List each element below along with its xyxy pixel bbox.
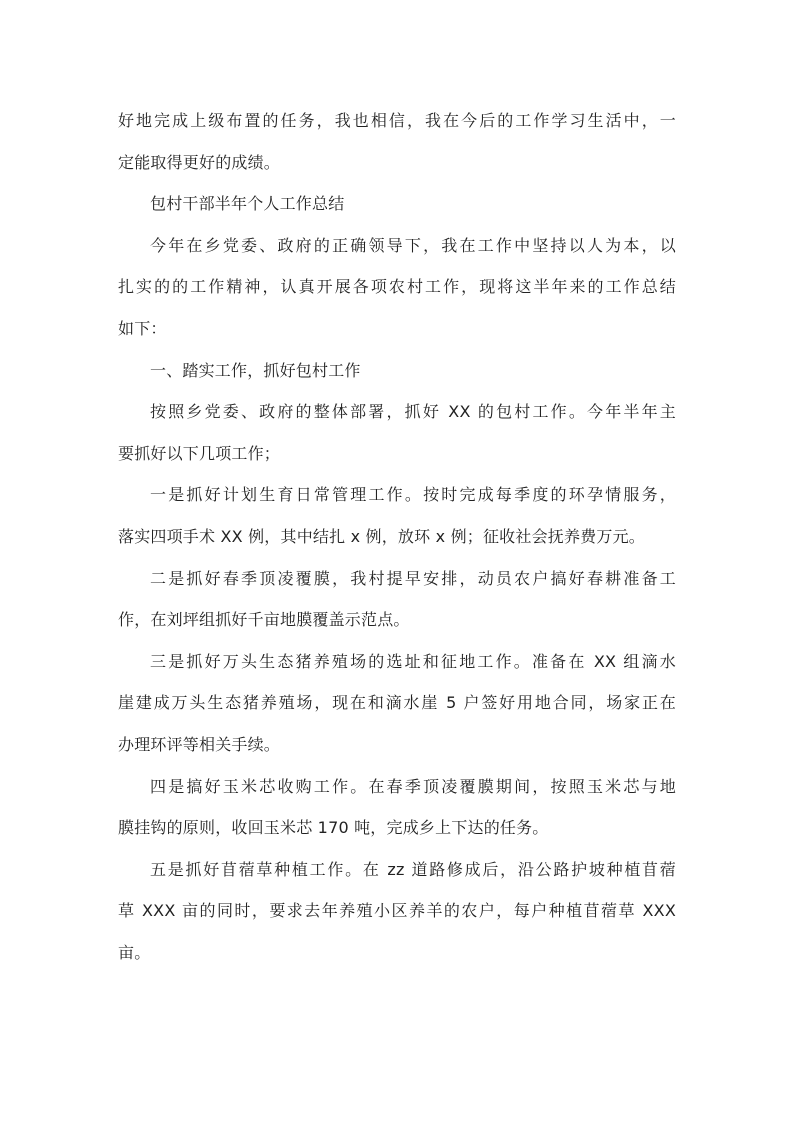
text-line: 今年在乡党委、政府的正确领导下，我在工作中坚持以人为本，以 [150,235,676,255]
text-line: 四是搞好玉米芯收购工作。在春季顶凌覆膜期间，按照玉米芯与地 [150,776,676,796]
text-line: 要抓好以下几项工作； [118,443,281,463]
paragraph [118,225,676,350]
text-line: 办理环评等相关手续。 [118,734,281,754]
text-line: 五是抓好苜蓿草种植工作。在 zz 道路修成后，沿公路护坡种植苜蓿 [150,859,676,879]
text-line: 二是抓好春季顶凌覆膜，我村提早安排，动员农户搞好春耕准备工 [150,568,676,588]
paragraph [118,641,676,766]
text-line: 定能取得更好的成绩。 [118,152,281,172]
text-line: 包村干部半年个人工作总结 [150,194,345,214]
text-line: 扎实的的工作精神，认真开展各项农村工作，现将这半年来的工作总结 [118,277,676,297]
paragraph [118,391,676,474]
text-line: 崖建成万头生态猪养殖场，现在和滴水崖 5 户签好用地合同，场家正在 [118,693,676,713]
text-line: 三是抓好万头生态猪养殖场的选址和征地工作。准备在 XX 组滴水 [150,651,676,671]
text-line: 如下： [118,318,167,338]
text-line: 一是抓好计划生育日常管理工作。按时完成每季度的环孕情服务， [150,485,676,505]
paragraph [118,849,676,974]
section-heading [118,350,676,392]
text-line: 按照乡党委、政府的整体部署，抓好 XX 的包村工作。今年半年主 [150,402,676,422]
text-line: 好地完成上级布置的任务，我也相信，我在今后的工作学习生活中，一 [118,111,676,130]
text-line: 亩。 [118,942,151,962]
text-line: 膜挂钩的原则，收回玉米芯 170 吨，完成乡上下达的任务。 [118,818,549,838]
text-line: 草 XXX 亩的同时，要求去年养殖小区养羊的农户，每户种植苜蓿草 XXX [118,901,676,921]
text-line: 一、踏实工作，抓好包村工作 [150,360,361,380]
text-line: 落实四项手术 XX 例，其中结扎 x 例，放环 x 例；征收社会抚养费万元。 [118,526,645,546]
paragraph [118,766,676,849]
document-body [118,100,676,973]
text-line: 作，在刘坪组抓好千亩地膜覆盖示范点。 [118,610,410,630]
paragraph [118,558,676,641]
paragraph [118,100,676,183]
paragraph [118,474,676,557]
section-title [118,183,676,225]
